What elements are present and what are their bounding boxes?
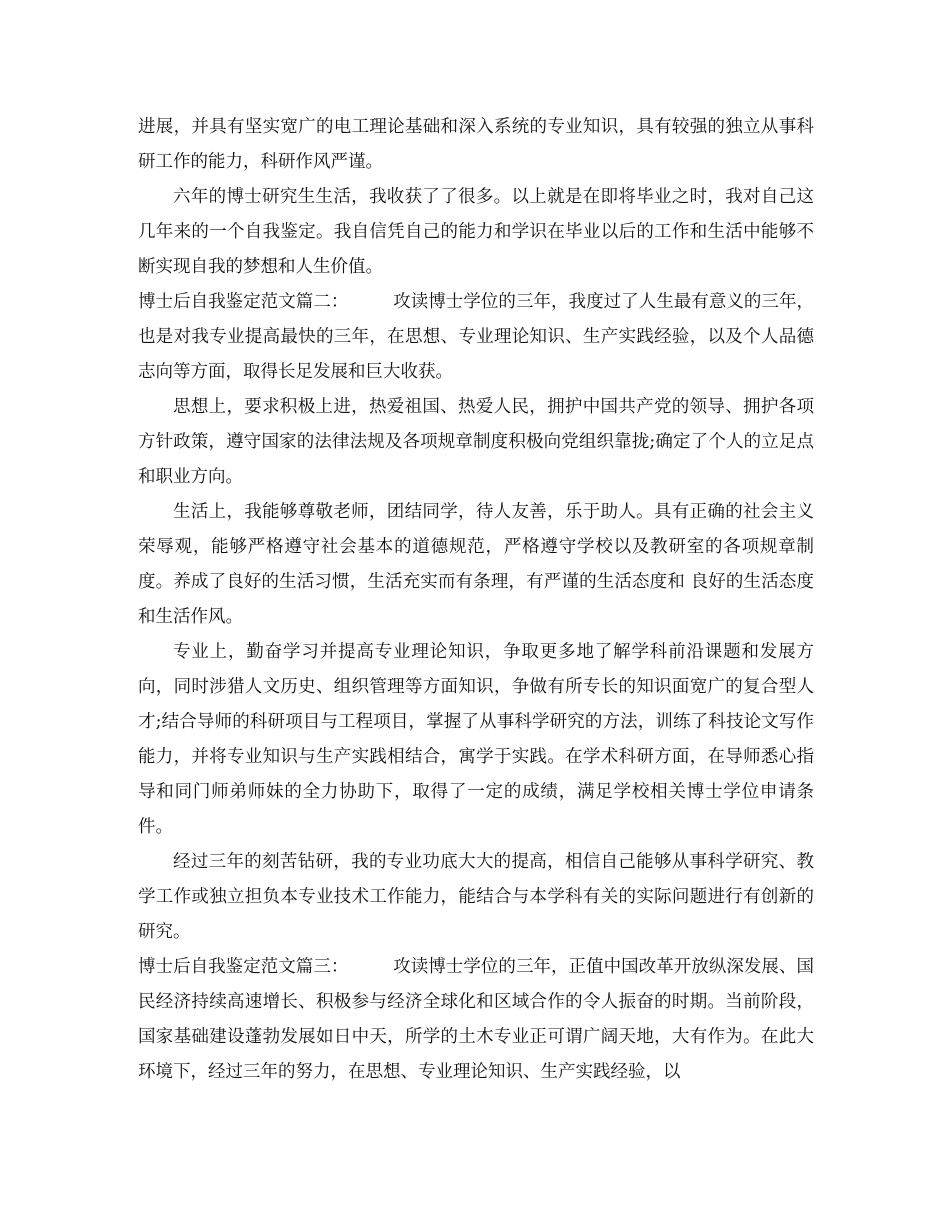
paragraph-7 [138,845,814,950]
section-heading: 博士后自我鉴定范文篇二： [138,292,349,312]
heading-gap [348,957,393,977]
section-heading: 博士后自我鉴定范文篇三： [138,957,349,977]
paragraph-8 [138,950,814,1090]
paragraph-2 [138,180,814,285]
paragraph-text: 攻读博士学位的三年，正值中国改革开放纵深发展、国民经济持续高速增长、积极参与经济全球化和区域合作的令人振奋的时期。当前阶段，国家基础建设蓬勃发展如日中天，所学的土木专业正可谓广阔天地，大有作为。在此大环境下，经过三年的努力，在思想、专业理论知识、生产实践经验，以 [138,957,814,1082]
paragraph-text: 进展，并具有坚实宽广的电工理论基础和深入系统的专业知识，具有较强的独立从事科研工作的能力，科研作风严谨。 [138,117,814,172]
paragraph-3 [138,285,814,390]
paragraph-6 [138,635,814,845]
document-body [138,110,814,1090]
paragraph-5 [138,495,814,635]
heading-gap [348,292,393,312]
paragraph-text: 经过三年的刻苦钻研，我的专业功底大大的提高，相信自己能够从事科学研究、教学工作或独立担负本专业技术工作能力，能结合与本学科有关的实际问题进行有创新的研究。 [138,852,814,942]
paragraph-text: 攻读博士学位的三年，我度过了人生最有意义的三年，也是对我专业提高最快的三年，在思想、专业理论知识、生产实践经验，以及个人品德志向等方面，取得长足发展和巨大收获。 [138,292,814,382]
paragraph-text: 专业上，勤奋学习并提高专业理论知识，争取更多地了解学科前沿课题和发展方向，同时涉猎人文历史、组织管理等方面知识，争做有所专长的知识面宽广的复合型人才;结合导师的科研项目与工程项目，掌握了从事科学研究的方法，训练了科技论文写作能力，并将专业知识与生产实践相结合，寓学于实践。在学术科研方面，在导师悉心指导和同门师弟师妹的全力协助下，取得了一定的成绩，满足学校相关博士学位申请条件。 [138,642,814,837]
paragraph-4 [138,390,814,495]
paragraph-text: 六年的博士研究生生活，我收获了了很多。以上就是在即将毕业之时，我对自己这几年来的一个自我鉴定。我自信凭自己的能力和学识在毕业以后的工作和生活中能够不断实现自我的梦想和人生价值。 [138,187,814,277]
paragraph-text: 生活上，我能够尊敬老师，团结同学，待人友善，乐于助人。具有正确的社会主义荣辱观，能够严格遵守社会基本的道德规范，严格遵守学校以及教研室的各项规章制度。养成了良好的生活习惯，生活充实而有条理，有严谨的生活态度和 良好的生活态度和生活作风。 [138,502,814,627]
paragraph-text: 思想上，要求积极上进，热爱祖国、热爱人民，拥护中国共产党的领导、拥护各项方针政策，遵守国家的法律法规及各项规章制度积极向党组织靠拢;确定了个人的立足点和职业方向。 [138,397,814,487]
paragraph-1 [138,110,814,180]
